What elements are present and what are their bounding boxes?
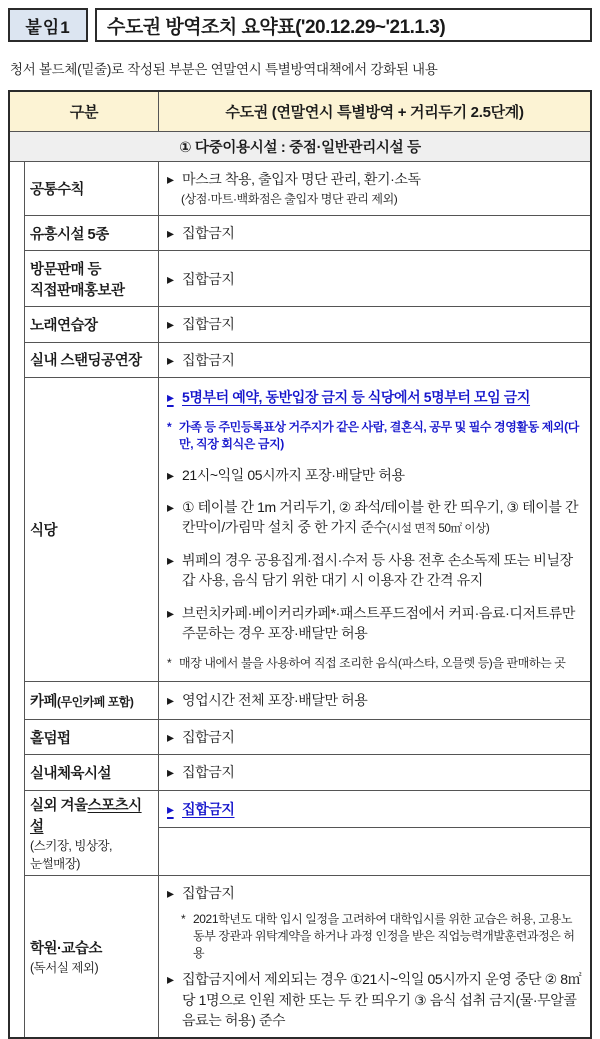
rule-item: ▸ ① 테이블 간 1m 거리두기, ② 좌석/테이블 한 칸 띄우기, ③ 테이블 간 칸막이/가림막 설치 중 한 가지 준수(시설 면적 50㎡ 이상) — [167, 497, 582, 538]
bullet-icon: ▸ — [167, 270, 174, 287]
row-label: 실외 겨울스포츠시설 (스키장, 빙상장, 눈썰매장) — [25, 791, 159, 875]
header-region: 수도권 (연말연시 특별방역 + 거리두기 2.5단계) — [225, 104, 524, 121]
bullet-icon: ▸ — [167, 971, 174, 988]
bullet-icon: ▸ — [167, 692, 174, 709]
row-label: 노래연습장 — [25, 307, 159, 341]
bullet-icon: ▸ — [167, 225, 174, 242]
bullet-icon: ▸ — [167, 729, 174, 746]
bullet-icon: ▸ — [167, 552, 174, 569]
asterisk-icon: * — [167, 656, 172, 671]
row-label: 공통수칙 — [25, 162, 159, 215]
rule-note: (상점·마트·백화점은 출입자 명단 관리 제외) — [181, 192, 398, 207]
table-row — [25, 250, 590, 306]
table-row — [25, 754, 590, 789]
bullet-icon: ▸ — [167, 351, 174, 368]
bullet-icon: ▸ — [167, 884, 174, 901]
bullet-icon: ▸ — [167, 800, 174, 817]
row-label: 방문판매 등 직접판매홍보관 — [25, 251, 159, 306]
rule-item: ▸ 21시~익일 05시까지 포장·배달만 허용 — [167, 465, 582, 485]
bullet-icon: ▸ — [167, 604, 174, 621]
rule-item: ▸ 집합금지 — [167, 762, 582, 782]
rule-note: * 2021학년도 대학 입시 일정을 고려하여 대학입시를 위한 교습은 허용, 고용노동부 장관과 위탁계약을 하거나 과정 인정을 받은 직업능력개발훈련과정은 허용 — [181, 912, 575, 960]
rule-item: ▸ 집합금지 — [167, 883, 582, 903]
quarantine-summary-table — [8, 90, 592, 1039]
rule-note: * 매장 내에서 불을 사용하여 직접 조리한 음식(파스타, 오믈렛 등)을 판매하는 곳 — [167, 656, 566, 671]
rule-item: ▸ 마스크 착용, 출입자 명단 관리, 환기·소독 — [167, 169, 582, 189]
rule-item: ▸ 집합금지 — [167, 350, 582, 370]
rule-item: ▸ 뷔페의 경우 공용집게·접시·수저 등 사용 전후 손소독제 또는 비닐장갑 사용, 음식 담기 위한 대기 시 이용자 간 간격 유지 — [167, 550, 582, 591]
rule-item: ▸ 집합금지에서 제외되는 경우 ①21시~익일 05시까지 운영 중단 ② 8㎡당 1명으로 인원 제한 또는 두 칸 띄우기 ③ 음식 섭취 금지(물·무알콜 음료는 허용) 준수 — [167, 969, 582, 1030]
header-category: 구분 — [10, 92, 159, 131]
table-row — [25, 790, 590, 875]
row-label: 유흥시설 5종 — [25, 216, 159, 250]
asterisk-icon: * — [167, 420, 172, 435]
bullet-icon: ▸ — [167, 388, 174, 405]
section-header: ① 다중이용시설 : 중점·일반관리시설 등 — [10, 132, 590, 162]
bullet-icon: ▸ — [167, 499, 174, 516]
table-row — [25, 719, 590, 754]
rule-item-highlighted: ▸ 집합금지 — [167, 799, 582, 819]
table-row — [25, 875, 590, 1038]
table-row — [25, 377, 590, 681]
row-label: 학원·교습소 (독서실 제외) — [25, 876, 159, 1038]
bullet-icon: ▸ — [167, 466, 174, 483]
rule-item: ▸ 집합금지 — [167, 314, 582, 334]
rule-suffix-small: (시설 면적 50㎡ 이상) — [386, 523, 490, 536]
rule-item: ▸ 집합금지 — [167, 269, 582, 289]
title-bar — [8, 8, 592, 42]
row-label: 실내체육시설 — [25, 755, 159, 789]
rule-note-highlighted: * 가족 등 주민등록표상 거주지가 같은 사람, 결혼식, 공무 및 필수 경영활동 제외(다만, 직장 회식은 금지) — [167, 420, 579, 452]
rule-item: ▸ 영업시간 전체 포장·배달만 허용 — [167, 690, 582, 710]
rule-item: ▸ 집합금지 — [167, 727, 582, 747]
page-title: 수도권 방역조치 요약표('20.12.29~'21.1.3) — [95, 8, 592, 42]
legend-note: 청서 볼드체(밑줄)로 작성된 부분은 연말연시 특별방역대책에서 강화된 내용 — [10, 62, 438, 77]
row-label: 카페(무인카페 포함) — [25, 682, 159, 719]
table-row — [25, 681, 590, 719]
empty-subcell — [159, 828, 590, 875]
table-row — [25, 215, 590, 250]
bullet-icon: ▸ — [167, 764, 174, 781]
spacer-column — [10, 162, 25, 1037]
table-body — [10, 162, 590, 1037]
bullet-icon: ▸ — [167, 171, 174, 187]
asterisk-icon: * — [181, 912, 186, 927]
table-row — [25, 162, 590, 215]
bullet-icon: ▸ — [167, 316, 174, 333]
table-header-row — [10, 92, 590, 132]
row-label: 홀덤펍 — [25, 720, 159, 754]
row-label: 식당 — [25, 378, 159, 681]
row-label: 실내 스탠딩공연장 — [25, 343, 159, 377]
attachment-badge: 붙임1 — [8, 8, 88, 42]
rule-item: ▸ 브런치카페·베이커리카페*·패스트푸드점에서 커피·음료·디저트류만 주문하는 경우 포장·배달만 허용 — [167, 603, 582, 644]
rule-item-highlighted: ▸ 5명부터 예약, 동반입장 금지 등 식당에서 5명부터 모임 금지 — [167, 387, 582, 407]
table-row — [25, 306, 590, 341]
table-row — [25, 342, 590, 377]
rule-item: ▸ 집합금지 — [167, 223, 582, 243]
